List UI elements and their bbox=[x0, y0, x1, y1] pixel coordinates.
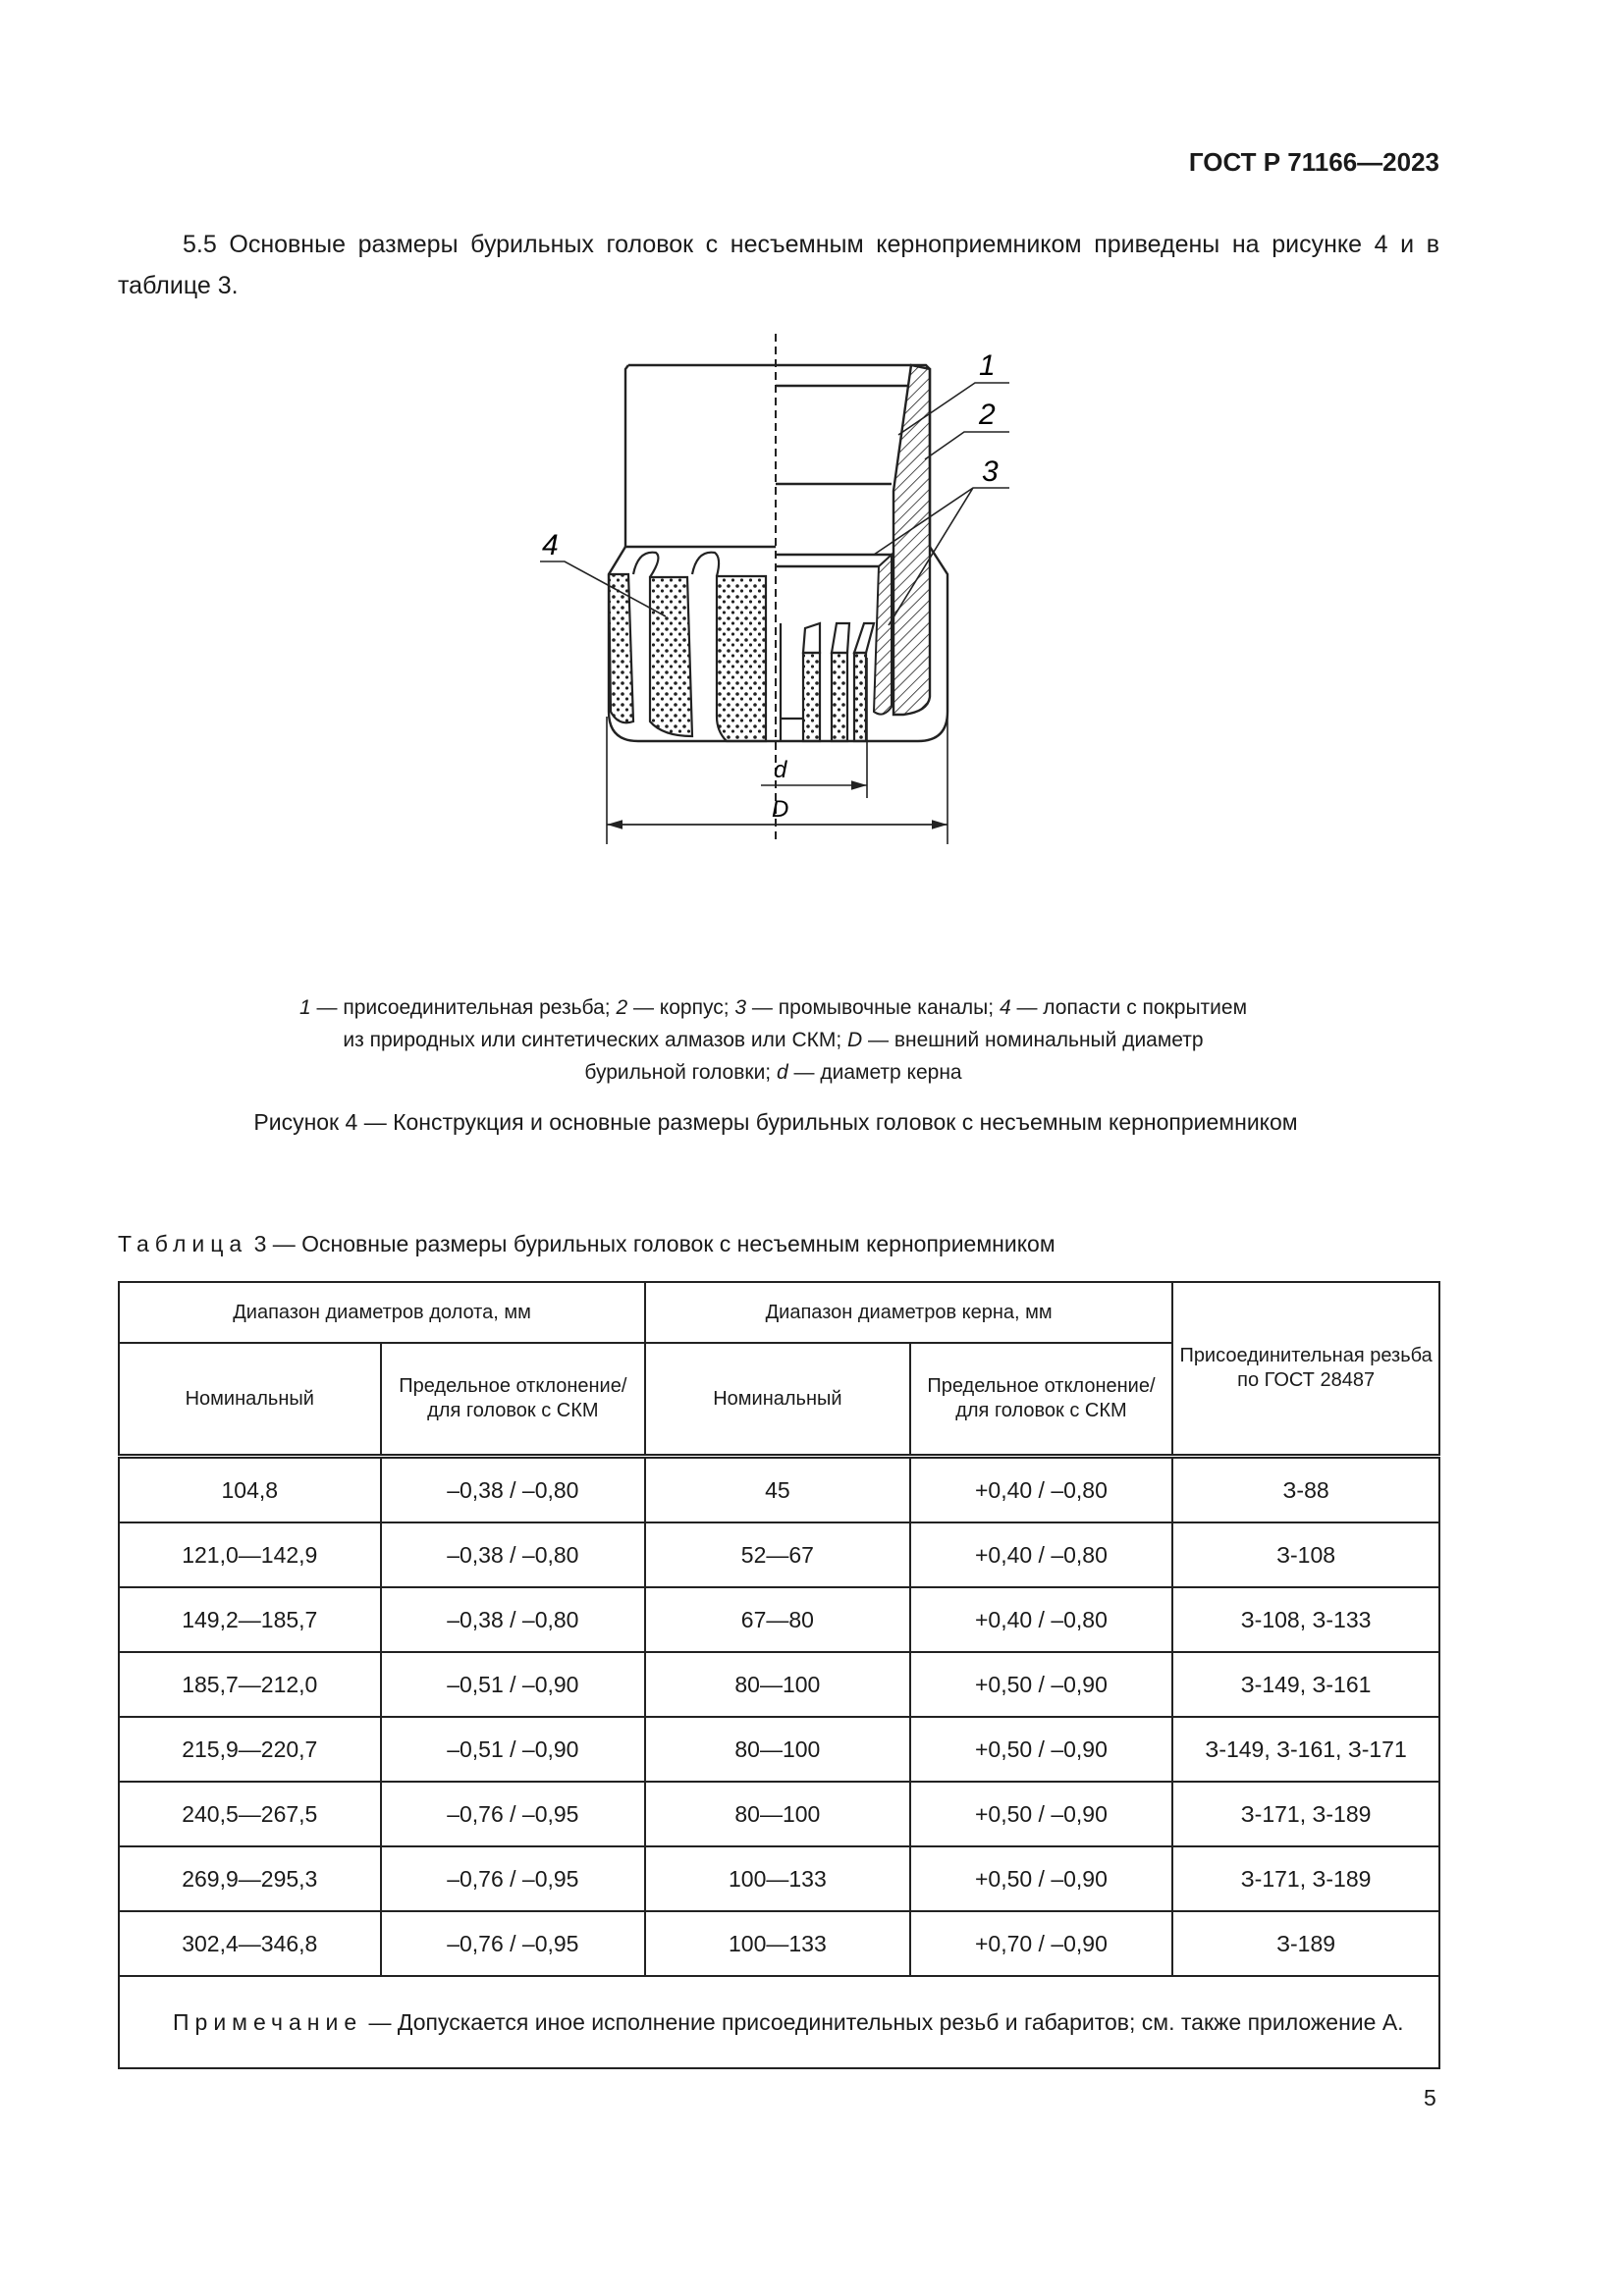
legend-key: 4 bbox=[999, 996, 1011, 1019]
table-note bbox=[119, 1976, 1439, 2068]
table-cell: +0,70 / –0,90 bbox=[910, 1911, 1173, 1976]
subheader-tolerance: Предельное отклонение/для головок с СКМ bbox=[381, 1343, 646, 1457]
table-cell: –0,38 / –0,80 bbox=[381, 1457, 646, 1523]
callout-1: 1 bbox=[979, 349, 996, 382]
table-cell: 185,7—212,0 bbox=[119, 1652, 381, 1717]
table-cell: 269,9—295,3 bbox=[119, 1846, 381, 1911]
callout-3: 3 bbox=[982, 455, 999, 488]
table-row bbox=[119, 1846, 1439, 1911]
document-header: ГОСТ Р 71166—2023 bbox=[1188, 147, 1439, 177]
legend-text: — лопасти с покрытием из природных или синтетических алмазов или СКМ; bbox=[343, 996, 1248, 1051]
legend-key: 2 bbox=[616, 996, 628, 1019]
table-cell: 302,4—346,8 bbox=[119, 1911, 381, 1976]
callout-4: 4 bbox=[542, 529, 559, 561]
legend-text: — присоединительная резьба; bbox=[310, 996, 617, 1019]
table-cell: З-108 bbox=[1172, 1522, 1439, 1587]
table-cell: +0,50 / –0,90 bbox=[910, 1782, 1173, 1846]
table-cell: З-171, З-189 bbox=[1172, 1782, 1439, 1846]
blade bbox=[650, 577, 692, 736]
table-cell: +0,50 / –0,90 bbox=[910, 1652, 1173, 1717]
table-row bbox=[119, 1717, 1439, 1782]
callout-2: 2 bbox=[979, 399, 996, 431]
paragraph-text: 5.5 Основные размеры бурильных головок с несъемным керноприемником приведены на рисунке 4 и в таблице 3. bbox=[118, 231, 1439, 299]
subheader-nominal: Номинальный bbox=[645, 1343, 910, 1457]
header-thread: Присоединительная резьба по ГОСТ 28487 bbox=[1172, 1282, 1439, 1457]
header-core-diameter: Диапазон диаметров керна, мм bbox=[645, 1282, 1172, 1343]
table-cell: –0,51 / –0,90 bbox=[381, 1717, 646, 1782]
table-cell: З-149, З-161 bbox=[1172, 1652, 1439, 1717]
table-cell: 100—133 bbox=[645, 1846, 910, 1911]
section-paragraph bbox=[118, 224, 1439, 306]
table-cell: +0,40 / –0,80 bbox=[910, 1457, 1173, 1523]
table-cell: +0,40 / –0,80 bbox=[910, 1587, 1173, 1652]
table-title bbox=[118, 1231, 1056, 1257]
table-row bbox=[119, 1911, 1439, 1976]
blade bbox=[832, 653, 847, 741]
legend-text: — внешний номинальный диаметр бурильной головки; bbox=[584, 1029, 1204, 1084]
subheader-nominal: Номинальный bbox=[119, 1343, 381, 1457]
table-cell: З-171, З-189 bbox=[1172, 1846, 1439, 1911]
legend-key: d bbox=[776, 1061, 788, 1084]
table-cell: 104,8 bbox=[119, 1457, 381, 1523]
table-cell: 52—67 bbox=[645, 1522, 910, 1587]
table-cell: З-88 bbox=[1172, 1457, 1439, 1523]
legend-key: 1 bbox=[298, 996, 311, 1019]
table-cell: 100—133 bbox=[645, 1911, 910, 1976]
table-cell: 240,5—267,5 bbox=[119, 1782, 381, 1846]
table-cell: 215,9—220,7 bbox=[119, 1717, 381, 1782]
table-cell: +0,50 / –0,90 bbox=[910, 1846, 1173, 1911]
table-cell: З-108, З-133 bbox=[1172, 1587, 1439, 1652]
table-cell: 149,2—185,7 bbox=[119, 1587, 381, 1652]
figure-title: Рисунок 4 — Конструкция и основные размеры бурильных головок с несъемным керноприемником bbox=[253, 1109, 1298, 1135]
table-row bbox=[119, 1522, 1439, 1587]
table-row bbox=[119, 1782, 1439, 1846]
legend-text: — промывочные каналы; bbox=[746, 996, 1000, 1019]
table-cell: –0,38 / –0,80 bbox=[381, 1587, 646, 1652]
table-cell: –0,76 / –0,95 bbox=[381, 1846, 646, 1911]
table-cell: +0,40 / –0,80 bbox=[910, 1522, 1173, 1587]
page-number: 5 bbox=[1424, 2085, 1436, 2110]
dim-D-label: D bbox=[772, 796, 789, 823]
legend-key: D bbox=[847, 1029, 863, 1051]
note-text: — Допускается иное исполнение присоединительных резьб и габаритов; см. также приложение А. bbox=[362, 2009, 1404, 2035]
table-row bbox=[119, 1587, 1439, 1652]
table-label: Таблица bbox=[118, 1231, 248, 1256]
legend-text: — диаметр керна bbox=[787, 1061, 962, 1084]
figure-legend bbox=[295, 991, 1252, 1089]
table-cell: +0,50 / –0,90 bbox=[910, 1717, 1173, 1782]
table-row bbox=[119, 1652, 1439, 1717]
blade bbox=[717, 576, 766, 741]
table-cell: 80—100 bbox=[645, 1652, 910, 1717]
legend-text: — корпус; bbox=[627, 996, 735, 1019]
dimensions-table bbox=[118, 1281, 1440, 2069]
table-cell: 80—100 bbox=[645, 1782, 910, 1846]
table-cell: –0,51 / –0,90 bbox=[381, 1652, 646, 1717]
table-cell: З-189 bbox=[1172, 1911, 1439, 1976]
table-cell: 45 bbox=[645, 1457, 910, 1523]
table-cell: –0,76 / –0,95 bbox=[381, 1782, 646, 1846]
dim-d-label: d bbox=[774, 757, 787, 783]
legend-key: 3 bbox=[734, 996, 747, 1019]
table-title-text: 3 — Основные размеры бурильных головок с несъемным керноприемником bbox=[247, 1231, 1056, 1256]
table-cell: 121,0—142,9 bbox=[119, 1522, 381, 1587]
table-cell: 80—100 bbox=[645, 1717, 910, 1782]
table-cell: –0,76 / –0,95 bbox=[381, 1911, 646, 1976]
table-row bbox=[119, 1457, 1439, 1523]
drill-head-drawing bbox=[540, 334, 1031, 942]
blade bbox=[854, 653, 866, 741]
table-cell: –0,38 / –0,80 bbox=[381, 1522, 646, 1587]
header-bit-diameter: Диапазон диаметров долота, мм bbox=[119, 1282, 645, 1343]
upper-body bbox=[625, 365, 930, 547]
table-cell: З-149, З-161, З-171 bbox=[1172, 1717, 1439, 1782]
table-cell: 67—80 bbox=[645, 1587, 910, 1652]
subheader-tolerance: Предельное отклонение/для головок с СКМ bbox=[910, 1343, 1173, 1457]
blade bbox=[803, 653, 820, 741]
note-label: Примечание bbox=[173, 2009, 363, 2035]
